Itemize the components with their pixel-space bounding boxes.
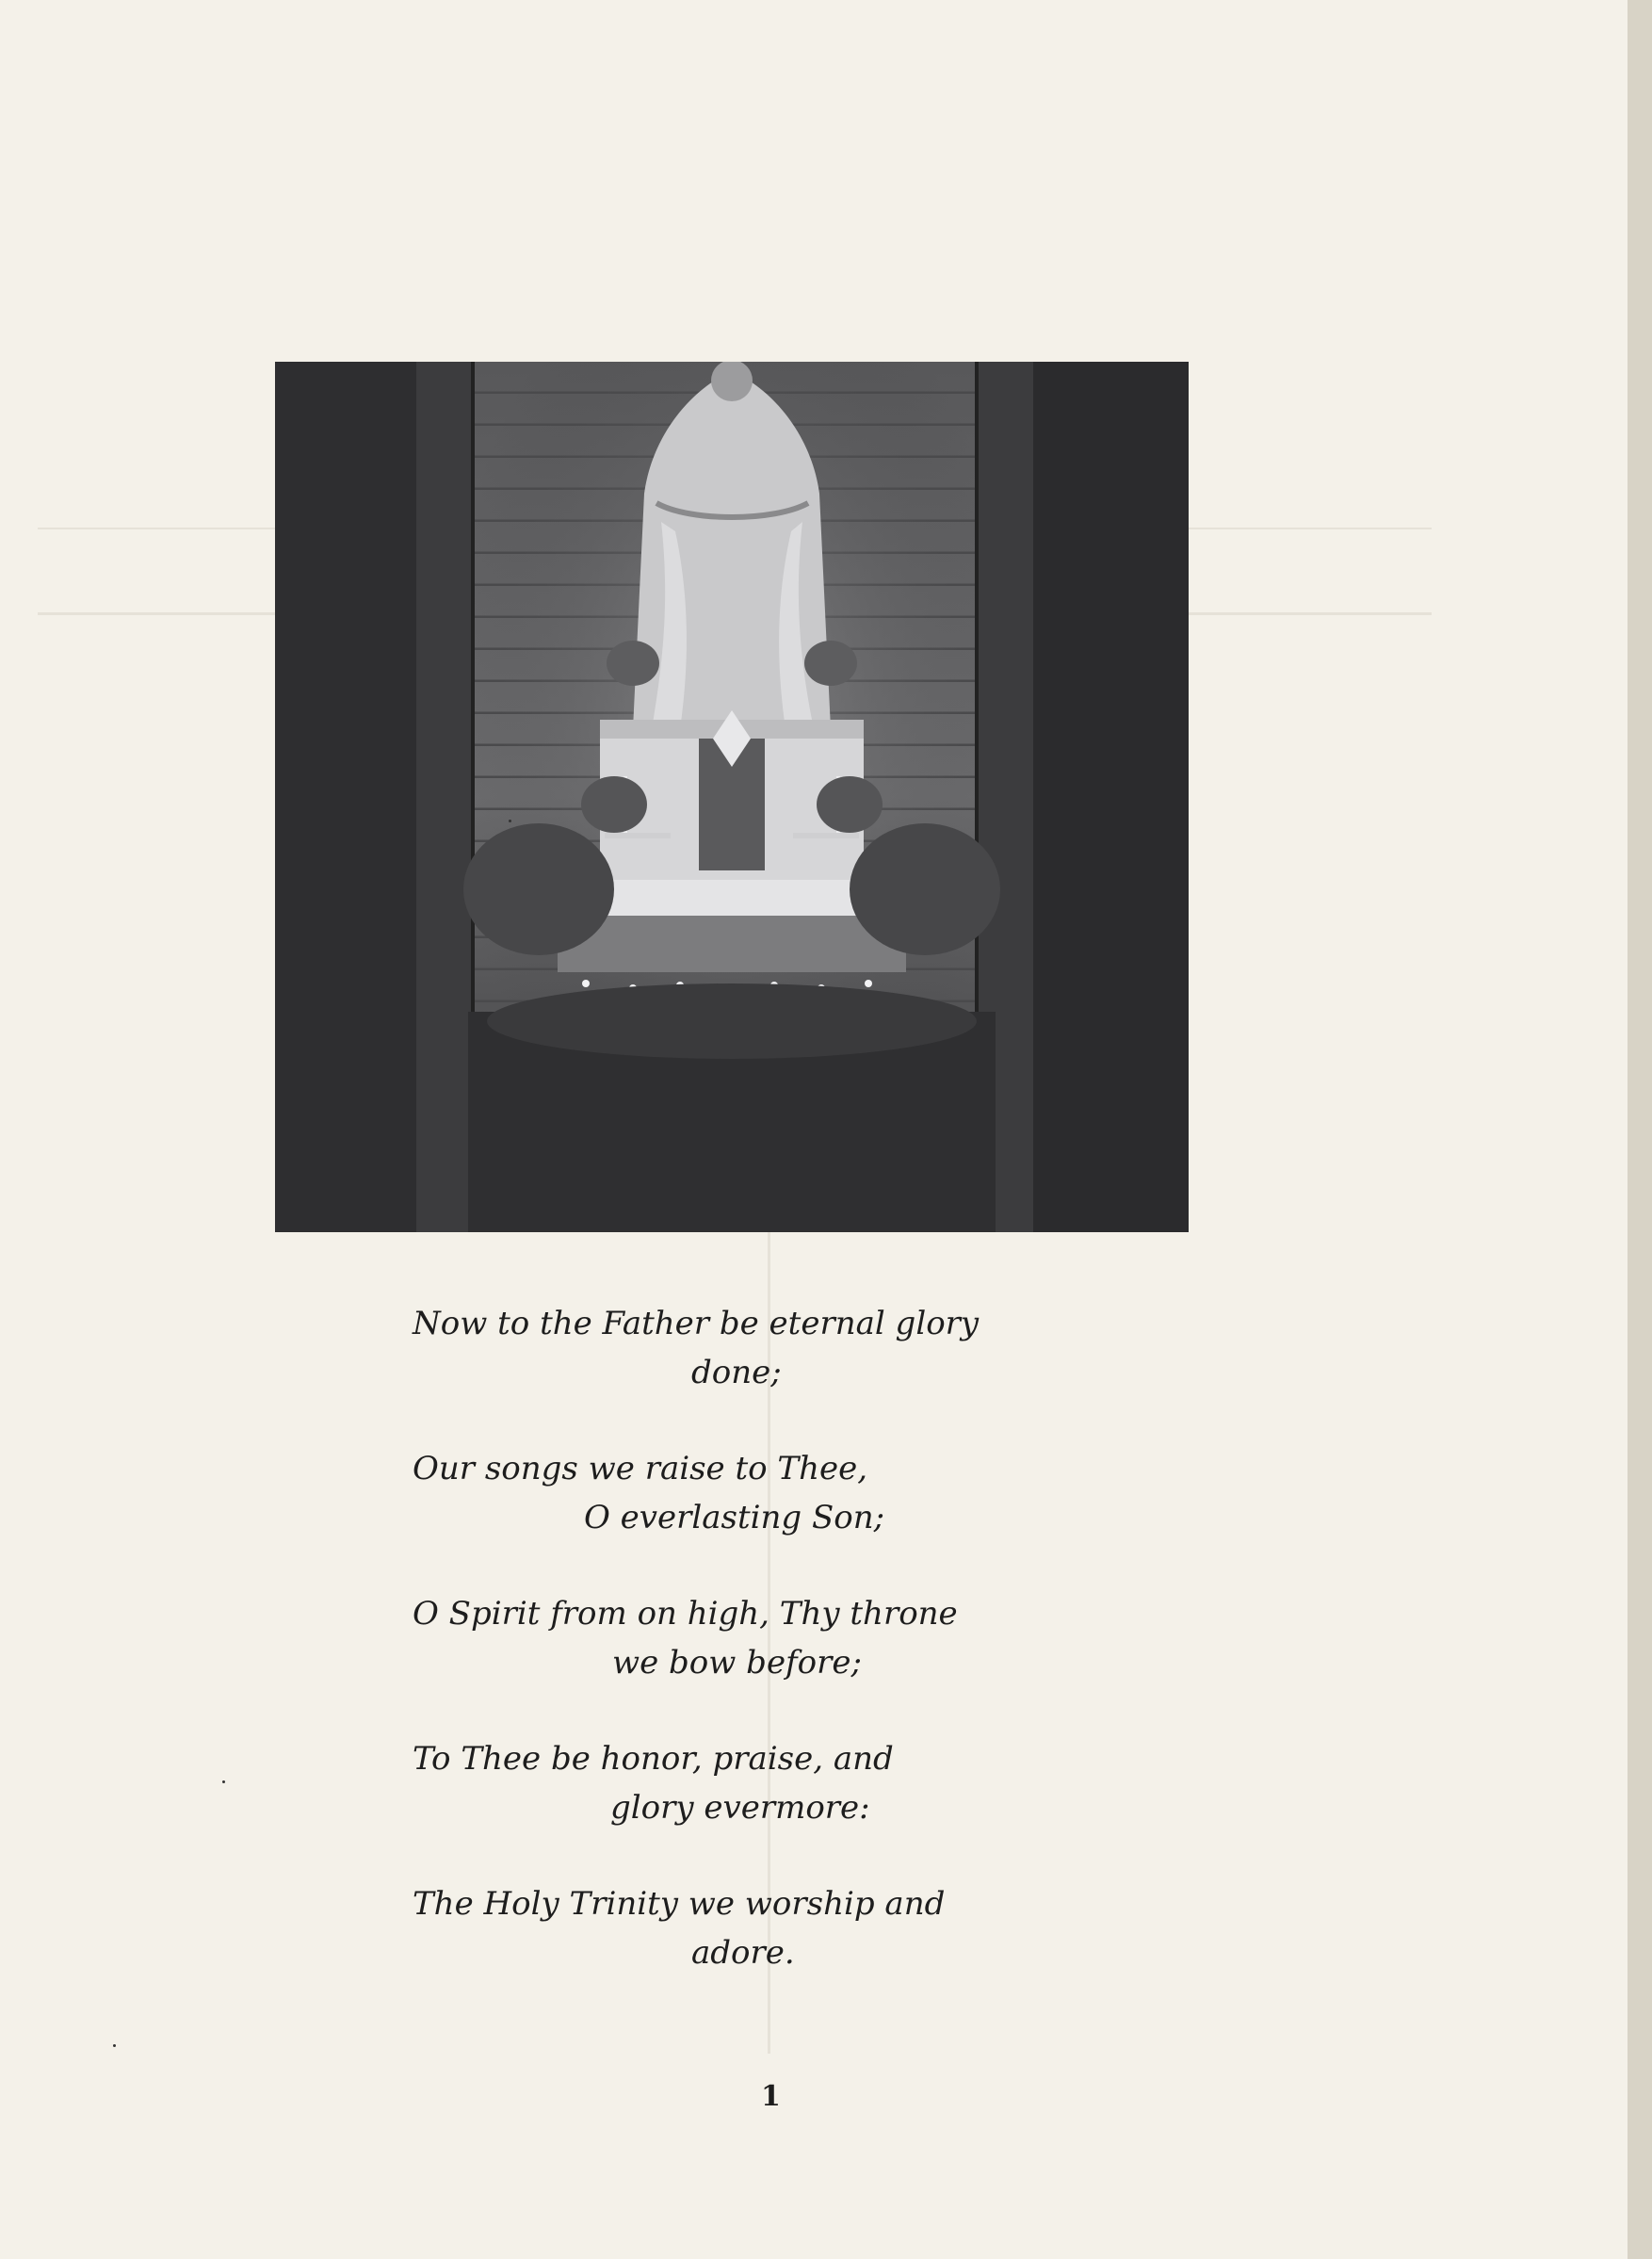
hymn-verses (273, 1305, 1121, 2030)
verse-stanza (273, 1740, 1121, 1838)
verse-stanza (273, 1305, 1121, 1403)
print-speck (509, 820, 511, 822)
verse-line: Now to the Father be eternal glory (413, 1305, 980, 1342)
verse-line: glory evermore: (610, 1789, 870, 1827)
verse-line: adore. (691, 1934, 795, 1972)
page-number: 1 (761, 2080, 781, 2113)
verse-line: O Spirit from on high, Thy throne (413, 1595, 958, 1633)
verse-line: Our songs we raise to Thee, (413, 1450, 868, 1487)
verse-line: we bow before; (612, 1644, 862, 1682)
verse-stanza (273, 1885, 1121, 1983)
altar-photograph (275, 362, 1189, 1232)
verse-line: To Thee be honor, praise, and (413, 1740, 894, 1778)
verse-stanza (273, 1450, 1121, 1548)
print-speck (222, 1780, 225, 1783)
page-edge-shadow (1628, 0, 1652, 2259)
verse-stanza (273, 1595, 1121, 1693)
altar-photo-illustration (275, 362, 1189, 1232)
verse-line: done; (691, 1354, 782, 1391)
verse-line: The Holy Trinity we worship and (413, 1885, 946, 1923)
print-speck (113, 2044, 116, 2047)
verse-line: O everlasting Son; (584, 1499, 885, 1536)
